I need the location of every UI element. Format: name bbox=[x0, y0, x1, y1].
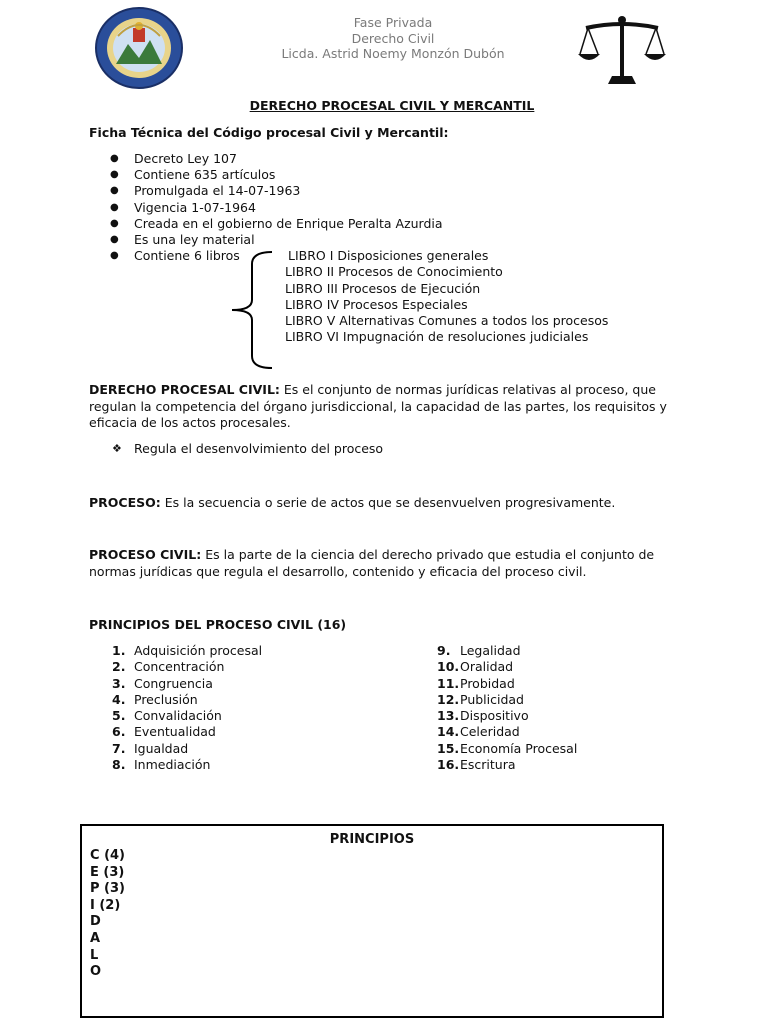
item-text: Eventualidad bbox=[134, 724, 216, 740]
list-item bbox=[112, 741, 262, 757]
list-item bbox=[112, 659, 262, 675]
item-number: 9. bbox=[437, 643, 451, 658]
item-number: 6. bbox=[112, 724, 126, 740]
scales-of-justice-icon bbox=[578, 14, 666, 88]
proceso-paragraph bbox=[89, 495, 679, 512]
proceso-term: PROCESO: bbox=[89, 495, 161, 510]
principios-heading: PRINCIPIOS DEL PROCESO CIVIL (16) bbox=[89, 617, 347, 632]
list-item bbox=[437, 659, 577, 675]
list-item bbox=[437, 741, 577, 757]
list-item bbox=[112, 692, 262, 708]
bullet-icon: ● bbox=[110, 153, 119, 164]
bullet-icon: ● bbox=[110, 250, 119, 261]
curly-brace-icon bbox=[228, 250, 276, 372]
bullet-icon: ● bbox=[110, 185, 119, 196]
box-title: PRINCIPIOS bbox=[329, 832, 415, 847]
list-item: Promulgada el 14-07-1963 bbox=[134, 183, 301, 198]
item-text: Probidad bbox=[460, 675, 515, 691]
item-text: Economía Procesal bbox=[460, 740, 578, 756]
proceso-civil-definition: Es la parte de la ciencia del derecho privado que estudia el conjunto de normas jurídicas que regula el desarrollo, contenido y eficacia del proceso civil. bbox=[89, 547, 655, 579]
list-item: Contiene 6 libros bbox=[134, 248, 240, 263]
item-number: 5. bbox=[112, 708, 126, 724]
item-text: Legalidad bbox=[460, 643, 521, 658]
principios-box bbox=[80, 824, 664, 1018]
item-text: Oralidad bbox=[460, 659, 514, 675]
item-text: Publicidad bbox=[460, 691, 524, 707]
list-item bbox=[437, 692, 577, 708]
item-number: 14. bbox=[437, 724, 460, 740]
header-line-2: Derecho Civil bbox=[351, 30, 435, 46]
item-number: 12. bbox=[437, 691, 460, 707]
header-line-3: Licda. Astrid Noemy Monzón Dubón bbox=[281, 46, 505, 61]
document-title: DERECHO PROCESAL CIVIL Y MERCANTIL bbox=[249, 98, 535, 113]
item-text: Preclusión bbox=[134, 691, 198, 707]
list-item bbox=[437, 757, 577, 773]
item-text: Dispositivo bbox=[460, 708, 529, 724]
dpc-note: Regula el desenvolvimiento del proceso bbox=[134, 441, 384, 456]
item-text: Adquisición procesal bbox=[134, 643, 263, 658]
item-text: Convalidación bbox=[134, 708, 222, 724]
libro-item: LIBRO VI Impugnación de resoluciones judiciales bbox=[285, 329, 589, 344]
list-item bbox=[112, 676, 262, 692]
diamond-bullet-icon: ❖ bbox=[112, 442, 122, 455]
libro-item: LIBRO II Procesos de Conocimiento bbox=[285, 264, 503, 279]
bullet-icon: ● bbox=[110, 234, 119, 245]
list-item: Decreto Ley 107 bbox=[134, 151, 237, 166]
libro-item: LIBRO V Alternativas Comunes a todos los procesos bbox=[285, 313, 609, 328]
dpc-term: DERECHO PROCESAL CIVIL: bbox=[89, 382, 280, 397]
box-line: P (3) bbox=[90, 881, 125, 897]
box-line: O bbox=[90, 964, 102, 980]
box-line: A bbox=[90, 930, 101, 946]
dpc-definition: Es el conjunto de normas jurídicas relativas al proceso, que regulan la competencia del órgano jurisdiccional, la capacidad de las partes, los requisitos y eficacia de los actos procesales. bbox=[89, 382, 667, 430]
item-text: Celeridad bbox=[460, 724, 520, 740]
item-number: 8. bbox=[112, 757, 126, 773]
item-text: Inmediación bbox=[134, 757, 211, 773]
header-line-1: Fase Privada bbox=[353, 15, 433, 30]
principios-list-col1 bbox=[112, 643, 262, 773]
proceso-civil-paragraph bbox=[89, 547, 679, 580]
list-item bbox=[437, 643, 577, 659]
list-item bbox=[112, 724, 262, 740]
item-text: Igualdad bbox=[134, 740, 189, 756]
ficha-heading: Ficha Técnica del Código procesal Civil y Mercantil: bbox=[89, 125, 449, 140]
item-number: 2. bbox=[112, 659, 126, 675]
box-line: C (4) bbox=[90, 848, 125, 863]
item-text: Congruencia bbox=[134, 675, 213, 691]
dpc-paragraph bbox=[89, 382, 679, 432]
proceso-definition: Es la secuencia o serie de actos que se desenvuelven progresivamente. bbox=[160, 495, 616, 510]
list-item: Es una ley material bbox=[134, 232, 255, 247]
item-number: 13. bbox=[437, 708, 460, 724]
item-number: 10. bbox=[437, 659, 460, 675]
list-item bbox=[112, 643, 262, 659]
university-seal-logo bbox=[94, 6, 184, 90]
box-line: D bbox=[90, 914, 101, 930]
item-number: 16. bbox=[437, 757, 460, 773]
item-number: 7. bbox=[112, 740, 126, 756]
box-line: L bbox=[90, 947, 99, 963]
list-item bbox=[437, 708, 577, 724]
principios-list-col2 bbox=[437, 643, 577, 773]
bullet-icon: ● bbox=[110, 169, 119, 180]
page-header bbox=[240, 15, 546, 62]
list-item: Contiene 635 artículos bbox=[134, 167, 276, 182]
item-number: 15. bbox=[437, 740, 460, 756]
item-text: Escritura bbox=[460, 757, 516, 773]
list-item bbox=[112, 757, 262, 773]
list-item bbox=[112, 708, 262, 724]
libro-item: LIBRO III Procesos de Ejecución bbox=[285, 281, 481, 296]
proceso-civil-term: PROCESO CIVIL: bbox=[89, 547, 202, 562]
item-number: 3. bbox=[112, 675, 126, 691]
list-item: Creada en el gobierno de Enrique Peralta Azurdia bbox=[134, 216, 443, 231]
box-lines bbox=[90, 848, 125, 981]
list-item bbox=[437, 676, 577, 692]
item-number: 11. bbox=[437, 675, 460, 691]
box-line: E (3) bbox=[90, 864, 125, 880]
list-item: Vigencia 1-07-1964 bbox=[134, 200, 256, 215]
item-text: Concentración bbox=[134, 659, 225, 675]
box-line: I (2) bbox=[90, 897, 121, 913]
libro-item: LIBRO I Disposiciones generales bbox=[288, 248, 489, 263]
list-item bbox=[437, 724, 577, 740]
item-number: 4. bbox=[112, 691, 126, 707]
bullet-icon: ● bbox=[110, 218, 119, 229]
bullet-icon: ● bbox=[110, 202, 119, 213]
item-number: 1. bbox=[112, 643, 126, 658]
libro-item: LIBRO IV Procesos Especiales bbox=[285, 297, 468, 312]
